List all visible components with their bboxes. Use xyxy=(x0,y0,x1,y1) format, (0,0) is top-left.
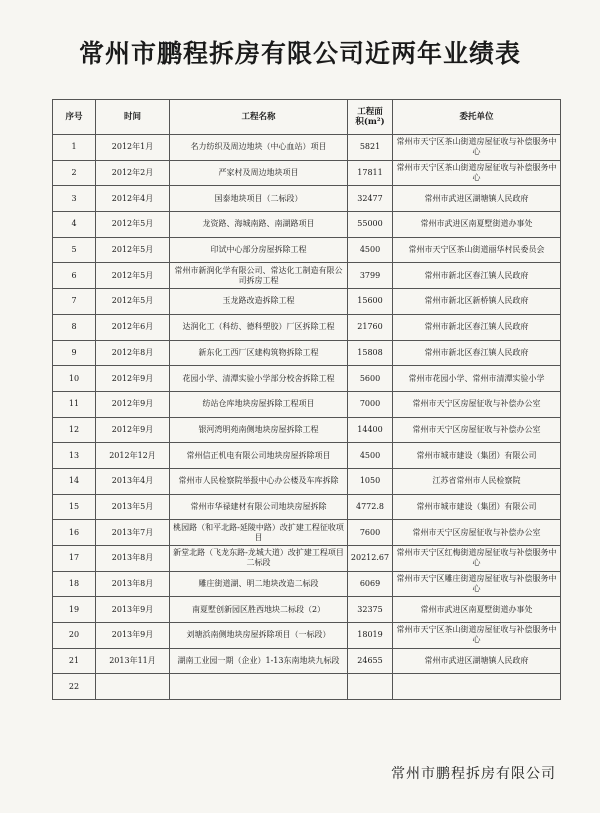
cell-project: 严家村及周边地块项目 xyxy=(170,160,348,186)
cell-project: 南夏墅创新园区胜西地块二标段（2） xyxy=(170,597,348,623)
cell-client: 常州市天宁区房屋征收与补偿办公室 xyxy=(393,520,561,546)
cell-index: 14 xyxy=(53,468,96,494)
cell-area xyxy=(348,674,393,700)
cell-time: 2013年7月 xyxy=(96,520,170,546)
cell-time: 2012年2月 xyxy=(96,160,170,186)
cell-area: 4500 xyxy=(348,237,393,263)
header-project: 工程名称 xyxy=(170,100,348,135)
cell-index: 9 xyxy=(53,340,96,366)
cell-client: 常州市城市建设（集团）有限公司 xyxy=(393,494,561,520)
cell-area: 32375 xyxy=(348,597,393,623)
table-row xyxy=(53,623,561,649)
cell-area: 18019 xyxy=(348,623,393,649)
table-row xyxy=(53,391,561,417)
table-row xyxy=(53,314,561,340)
cell-index: 12 xyxy=(53,417,96,443)
cell-index: 8 xyxy=(53,314,96,340)
cell-area: 5821 xyxy=(348,135,393,161)
table-row xyxy=(53,468,561,494)
cell-project: 桃园路（和平北路-延陵中路）改扩建工程征收项目 xyxy=(170,520,348,546)
cell-index: 18 xyxy=(53,571,96,597)
cell-client: 常州市天宁区茶山街道房屋征收与补偿服务中心 xyxy=(393,623,561,649)
table-row xyxy=(53,648,561,674)
cell-project: 达润化工（科纺、德科塑胶）厂区拆除工程 xyxy=(170,314,348,340)
cell-client: 常州市武进区湖塘镇人民政府 xyxy=(393,648,561,674)
cell-area: 4500 xyxy=(348,443,393,469)
cell-project: 新东化工西厂区建构筑物拆除工程 xyxy=(170,340,348,366)
table-row xyxy=(53,366,561,392)
cell-index: 3 xyxy=(53,186,96,212)
cell-index: 17 xyxy=(53,546,96,572)
cell-area: 1050 xyxy=(348,468,393,494)
cell-project: 雕庄街道湖、明二地块改造二标段 xyxy=(170,571,348,597)
cell-area: 55000 xyxy=(348,212,393,238)
cell-time: 2012年1月 xyxy=(96,135,170,161)
cell-client: 常州市天宁区房屋征收与补偿办公室 xyxy=(393,417,561,443)
header-area xyxy=(348,100,393,135)
cell-project: 龙资路、海城南路、南湖路项目 xyxy=(170,212,348,238)
header-time: 时间 xyxy=(96,100,170,135)
cell-client: 常州市新北区新桥镇人民政府 xyxy=(393,289,561,315)
cell-index: 4 xyxy=(53,212,96,238)
cell-index: 19 xyxy=(53,597,96,623)
table-row xyxy=(53,212,561,238)
cell-time: 2013年8月 xyxy=(96,546,170,572)
cell-time: 2012年8月 xyxy=(96,340,170,366)
cell-index: 21 xyxy=(53,648,96,674)
table-row xyxy=(53,520,561,546)
cell-client xyxy=(393,674,561,700)
cell-time: 2012年5月 xyxy=(96,289,170,315)
header-area-line2: 积(m²) xyxy=(355,117,385,127)
cell-time: 2013年8月 xyxy=(96,571,170,597)
cell-client: 常州市天宁区茶山街道房屋征收与补偿服务中心 xyxy=(393,135,561,161)
cell-index: 16 xyxy=(53,520,96,546)
table-row xyxy=(53,289,561,315)
cell-area: 21760 xyxy=(348,314,393,340)
cell-index: 7 xyxy=(53,289,96,315)
cell-time: 2012年4月 xyxy=(96,186,170,212)
cell-client: 常州市武进区南夏墅街道办事处 xyxy=(393,597,561,623)
cell-area: 6069 xyxy=(348,571,393,597)
cell-index: 15 xyxy=(53,494,96,520)
cell-client: 常州市新北区春江镇人民政府 xyxy=(393,314,561,340)
cell-time: 2013年11月 xyxy=(96,648,170,674)
cell-area: 24655 xyxy=(348,648,393,674)
cell-index: 2 xyxy=(53,160,96,186)
cell-area: 20212.67 xyxy=(348,546,393,572)
table-row xyxy=(53,263,561,289)
cell-client: 常州市天宁区雕庄街道房屋征收与补偿服务中心 xyxy=(393,571,561,597)
table-row xyxy=(53,597,561,623)
cell-index: 5 xyxy=(53,237,96,263)
cell-index: 10 xyxy=(53,366,96,392)
cell-time: 2012年12月 xyxy=(96,443,170,469)
header-client: 委托单位 xyxy=(393,100,561,135)
cell-project: 常州市新润化学有限公司、常达化工制造有限公司拆房工程 xyxy=(170,263,348,289)
cell-project: 国泰地块项目（二标段） xyxy=(170,186,348,212)
cell-time: 2012年9月 xyxy=(96,391,170,417)
table-row xyxy=(53,186,561,212)
cell-client: 常州市天宁区茶山街道房屋征收与补偿服务中心 xyxy=(393,160,561,186)
cell-area: 14400 xyxy=(348,417,393,443)
company-signature: 常州市鹏程拆房有限公司 xyxy=(391,766,556,782)
cell-area: 32477 xyxy=(348,186,393,212)
table-row xyxy=(53,160,561,186)
page-title: 常州市鹏程拆房有限公司近两年业绩表 xyxy=(78,39,521,68)
cell-time: 2012年9月 xyxy=(96,366,170,392)
cell-time: 2013年9月 xyxy=(96,623,170,649)
cell-project: 银河湾明苑南侧地块房屋拆除工程 xyxy=(170,417,348,443)
cell-client: 常州市天宁区茶山街道丽华村民委员会 xyxy=(393,237,561,263)
performance-table xyxy=(52,99,561,700)
cell-project: 常州市人民检察院举报中心办公楼及车库拆除 xyxy=(170,468,348,494)
table-row xyxy=(53,443,561,469)
cell-index: 22 xyxy=(53,674,96,700)
cell-time: 2012年9月 xyxy=(96,417,170,443)
cell-project: 湖南工业园一期（企业）1-13东南地块九标段 xyxy=(170,648,348,674)
header-index: 序号 xyxy=(53,100,96,135)
cell-area: 3799 xyxy=(348,263,393,289)
cell-time: 2012年5月 xyxy=(96,212,170,238)
cell-index: 11 xyxy=(53,391,96,417)
cell-index: 20 xyxy=(53,623,96,649)
cell-time: 2012年6月 xyxy=(96,314,170,340)
cell-index: 1 xyxy=(53,135,96,161)
cell-project xyxy=(170,674,348,700)
cell-area: 7000 xyxy=(348,391,393,417)
cell-project: 常州信正机电有限公司地块房屋拆除项目 xyxy=(170,443,348,469)
table-row xyxy=(53,237,561,263)
cell-project: 新堂北路（飞龙东路-龙城大道）改扩建工程项目二标段 xyxy=(170,546,348,572)
cell-project: 刘塘浜南侧地块房屋拆除项目（一标段） xyxy=(170,623,348,649)
cell-area: 15808 xyxy=(348,340,393,366)
cell-area: 4772.8 xyxy=(348,494,393,520)
cell-time xyxy=(96,674,170,700)
table-row xyxy=(53,674,561,700)
cell-client: 常州市新北区春江镇人民政府 xyxy=(393,340,561,366)
cell-project: 名力纺织及周边地块（中心血站）项目 xyxy=(170,135,348,161)
table-row xyxy=(53,417,561,443)
cell-client: 常州市城市建设（集团）有限公司 xyxy=(393,443,561,469)
cell-time: 2013年5月 xyxy=(96,494,170,520)
table-row xyxy=(53,546,561,572)
cell-client: 常州市天宁区红梅街道房屋征收与补偿服务中心 xyxy=(393,546,561,572)
cell-time: 2013年4月 xyxy=(96,468,170,494)
cell-time: 2013年9月 xyxy=(96,597,170,623)
cell-client: 常州市花园小学、常州市清潭实验小学 xyxy=(393,366,561,392)
table-row xyxy=(53,340,561,366)
cell-index: 6 xyxy=(53,263,96,289)
cell-index: 13 xyxy=(53,443,96,469)
table-header-row xyxy=(53,100,561,135)
cell-project: 印试中心部分房屋拆除工程 xyxy=(170,237,348,263)
cell-client: 常州市武进区湖塘镇人民政府 xyxy=(393,186,561,212)
cell-client: 常州市新北区春江镇人民政府 xyxy=(393,263,561,289)
cell-client: 常州市天宁区房屋征收与补偿办公室 xyxy=(393,391,561,417)
cell-client: 常州市武进区南夏墅街道办事处 xyxy=(393,212,561,238)
cell-area: 17811 xyxy=(348,160,393,186)
cell-area: 7600 xyxy=(348,520,393,546)
cell-time: 2012年5月 xyxy=(96,263,170,289)
cell-client: 江苏省常州市人民检察院 xyxy=(393,468,561,494)
table-row xyxy=(53,571,561,597)
cell-time: 2012年5月 xyxy=(96,237,170,263)
cell-project: 纺站仓库地块房屋拆除工程项目 xyxy=(170,391,348,417)
table-row xyxy=(53,135,561,161)
cell-project: 花园小学、清潭实验小学部分校舍拆除工程 xyxy=(170,366,348,392)
cell-project: 玉龙路改造拆除工程 xyxy=(170,289,348,315)
cell-project: 常州市华禄建材有限公司地块房屋拆除 xyxy=(170,494,348,520)
cell-area: 5600 xyxy=(348,366,393,392)
header-area-line1: 工程面 xyxy=(357,107,383,117)
cell-area: 15600 xyxy=(348,289,393,315)
table-row xyxy=(53,494,561,520)
